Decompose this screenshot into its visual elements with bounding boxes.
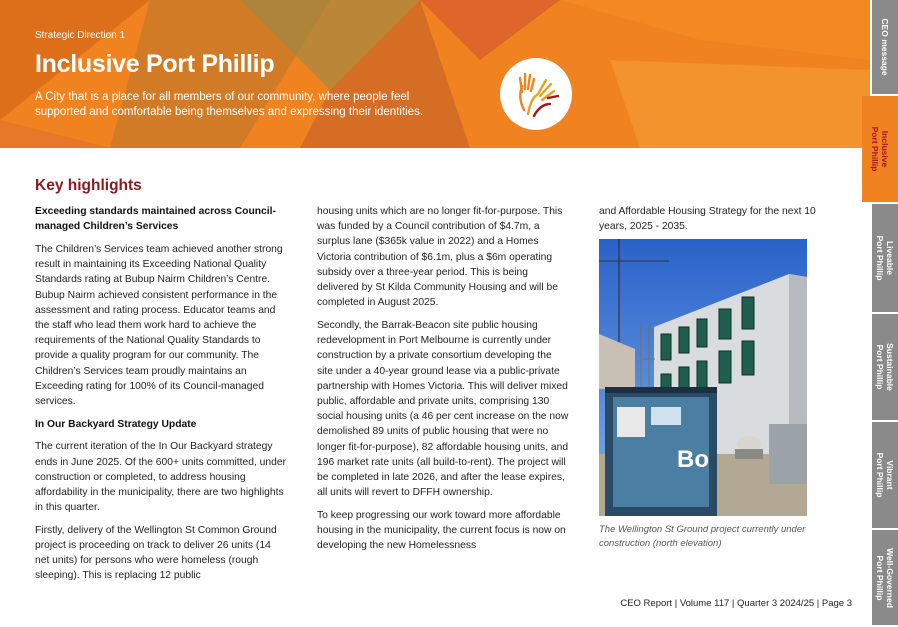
paragraph: housing units which are no longer fit-for-purpose. This was funded by a Council contribution of $4.7m, a surplus lane ($365k value in 2022) and a Homes Victoria contribution of $6.1m, plus a $6m operating subsidy over a three-year period. This is being delivered by St Kilda Community Housing and will be completed in August 2025. bbox=[317, 206, 563, 309]
banner-title: Inclusive Port Phillip bbox=[35, 50, 275, 78]
building-photo-illustration bbox=[599, 239, 807, 516]
page-footer: CEO Report | Volume 117 | Quarter 3 2024/25 | Page 3 bbox=[620, 598, 852, 609]
paragraph: To keep progressing our work toward more affordable housing in the municipality, the current focus is now on developing the new Homelessness bbox=[317, 509, 566, 552]
tab-label: Liveable Port Phillip bbox=[875, 235, 895, 281]
tab-ceo-message[interactable] bbox=[872, 0, 898, 96]
paragraph: The Children’s Services team achieved another strong result in maintaining its Exceeding National Quality Standards rating at Bubup Nairm Children’s Centre. Bubup Nairm achieved consistent performance in the assessment and rating process. Educator teams and the staff who lead them work hard to achieve the requirements of the National Quality Standards to provide a quality program for our community. The Children’s Services team proudly maintains an Exceeding rating for 100% of its Council-managed services. bbox=[35, 243, 283, 407]
direction-badge bbox=[500, 58, 572, 130]
section-heading: Key highlights bbox=[35, 177, 142, 194]
tab-label: Sustainable Port Phillip bbox=[875, 343, 895, 391]
tab-label: Inclusive Port Phillip bbox=[870, 126, 890, 172]
section-tabs bbox=[870, 0, 898, 627]
tab-vibrant-port-phillip[interactable] bbox=[872, 422, 898, 530]
tab-label: Vibrant Port Phillip bbox=[875, 452, 895, 498]
paragraph: Secondly, the Barrak-Beacon site public housing redevelopment in Port Melbourne is currently under construction by a private consortium developing the site under a 40-year ground lease via a public-private partnership with Homes Victoria. This will deliver mixed public, affordable and private units, comprising 130 social housing units (a 46 per cent increase on the now demolished 89 units of public housing that were no longer fit-for-purpose), 82 affordable housing units, and 196 market rate units (all build-to-rent). The project will be completed in late 2026, and after the lease expires, all units will revert to DFFH ownership. bbox=[317, 319, 569, 499]
text-column-1 bbox=[35, 204, 287, 591]
hoarding-text: Bo bbox=[677, 446, 709, 473]
tab-inclusive-port-phillip[interactable] bbox=[862, 96, 898, 204]
paragraph: Firstly, delivery of the Wellington St Common Ground project is proceeding on track to deliver 26 units (14 net units) for persons who were homeless (rough sleeping). This is replacing 12 public bbox=[35, 524, 277, 582]
tab-well-governed-port-phillip[interactable] bbox=[872, 530, 898, 627]
banner-kicker: Strategic Direction 1 bbox=[35, 30, 126, 41]
tab-liveable-port-phillip[interactable] bbox=[872, 204, 898, 314]
text-column-3 bbox=[599, 204, 839, 242]
subheading: Exceeding standards maintained across Council-managed Children’s Services bbox=[35, 206, 276, 233]
tab-label: CEO message bbox=[880, 18, 890, 76]
tab-sustainable-port-phillip[interactable] bbox=[872, 314, 898, 422]
raised-hands-icon bbox=[500, 58, 572, 130]
photo-caption: The Wellington St Ground project currently under construction (north elevation) bbox=[599, 524, 806, 549]
tab-label: Well-Governed Port Phillip bbox=[875, 547, 895, 608]
strategic-direction-banner bbox=[0, 0, 870, 148]
text-column-2 bbox=[317, 204, 569, 561]
subheading: In Our Backyard Strategy Update bbox=[35, 418, 197, 430]
paragraph: The current iteration of the In Our Backyard strategy ends in June 2025. Of the 600+ units committed, under construction or completed, to address housing affordability in the municipality, there are two highlights in this quarter. bbox=[35, 441, 287, 514]
construction-photo bbox=[599, 239, 807, 516]
paragraph: and Affordable Housing Strategy for the next 10 years, 2025 - 2035. bbox=[599, 206, 816, 233]
banner-intro: A City that is a place for all members of our community, where people feel supported and comfortable being themselves and expressing their identities. bbox=[35, 91, 424, 118]
